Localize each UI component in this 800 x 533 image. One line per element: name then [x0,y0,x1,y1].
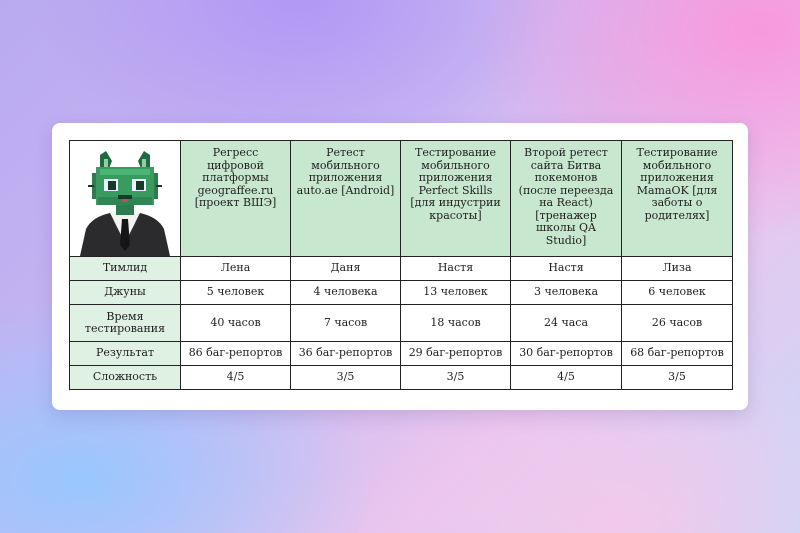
table-cell: 3 человека [511,281,622,305]
table-cell: 13 человек [401,281,511,305]
avatar-cell [70,141,181,257]
table-cell: 29 баг-репортов [401,342,511,366]
row-label-lead: Тимлид [70,257,181,281]
table-cell: Настя [401,257,511,281]
table-row-lead [70,257,733,281]
table-card [52,123,748,410]
projects-table [69,140,733,390]
row-label-result: Результат [70,342,181,366]
row-label-difficulty: Сложность [70,366,181,390]
table-row-difficulty [70,366,733,390]
row-label-time: Время тестирования [70,305,181,342]
table-cell: 6 человек [622,281,733,305]
table-cell: 86 баг-репортов [181,342,291,366]
project-5-header: Тестирование мобильного приложения MamaOK [для заботы о родителях] [622,141,733,257]
table-row-result [70,342,733,366]
table-cell: 26 часов [622,305,733,342]
table-cell: 3/5 [401,366,511,390]
table-cell: Даня [291,257,401,281]
pixel-green-cat-in-suit-icon [70,141,180,256]
table-cell: 68 баг-репортов [622,342,733,366]
table-cell: 3/5 [622,366,733,390]
table-cell: Лена [181,257,291,281]
table-cell: 4/5 [181,366,291,390]
table-row-juniors [70,281,733,305]
project-1-header: Регресс цифровой платформы geograffee.ru [проект ВШЭ] [181,141,291,257]
table-cell: 4/5 [511,366,622,390]
table-cell: Лиза [622,257,733,281]
table-cell: 4 человека [291,281,401,305]
project-2-header: Ретест мобильного приложения auto.ae [Android] [291,141,401,257]
table-cell: 5 человек [181,281,291,305]
table-cell: 24 часа [511,305,622,342]
table-cell: 40 часов [181,305,291,342]
table-cell: 3/5 [291,366,401,390]
table-cell: 36 баг-репортов [291,342,401,366]
row-label-juniors: Джуны [70,281,181,305]
table-cell: Настя [511,257,622,281]
table-row-time [70,305,733,342]
project-3-header: Тестирование мобильного приложения Perfect Skills [для индустрии красоты] [401,141,511,257]
project-4-header: Второй ретест сайта Битва покемонов (после переезда на React) [тренажер школы QA Studio] [511,141,622,257]
table-cell: 30 баг-репортов [511,342,622,366]
table-cell: 18 часов [401,305,511,342]
table-header-row [70,141,733,257]
table-cell: 7 часов [291,305,401,342]
